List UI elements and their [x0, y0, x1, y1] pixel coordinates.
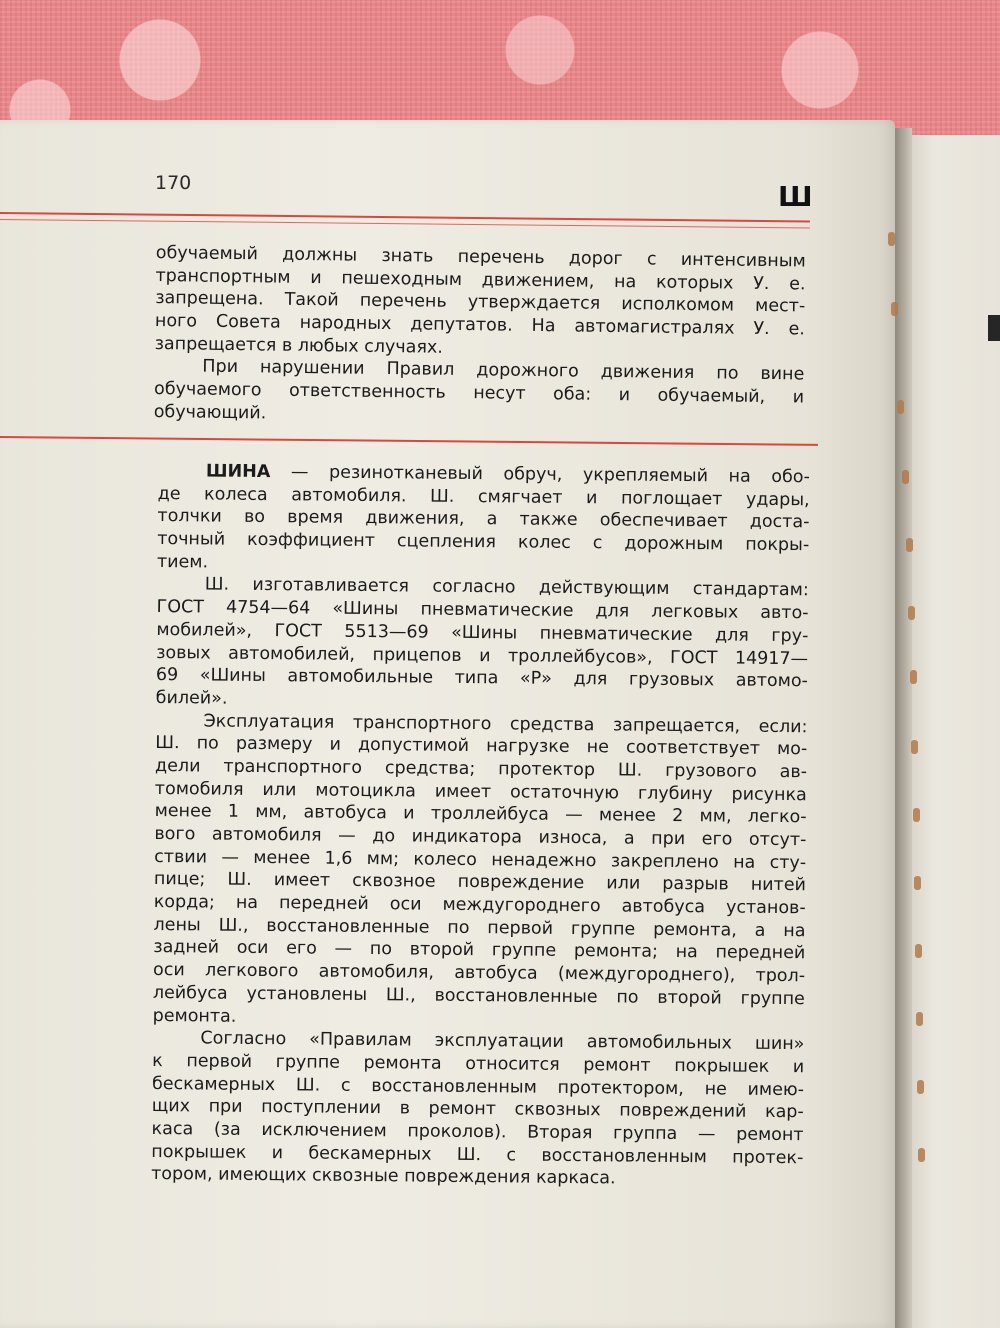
text-line: точный коэффициент сцепления колес с дорожным покры-: [157, 529, 810, 556]
text-line: каса (за исключением проколов). Вторая группа — ремонт: [151, 1118, 804, 1146]
page-number: 170: [155, 172, 192, 194]
binding-stitch: [913, 808, 920, 822]
text-line: лены Ш., восстановленные по первой группе ремонта, а на: [153, 914, 806, 941]
text-line: корда; на передней оси междугороднего автобуса установ-: [153, 892, 806, 919]
text-line: тором, имеющих сквозные повреждения каркаса.: [151, 1164, 616, 1189]
binding-stitch: [902, 470, 909, 484]
text-line: зовых автомобилей, прицепов и троллейбусов», ГОСТ 14917—: [156, 642, 809, 669]
text-line: оси легкового автомобиля, автобуса (междугороднего), трол-: [153, 960, 806, 987]
text-line: запрещена. Такой перечень утверждается исполкомом мест-: [155, 288, 806, 317]
intro-paragraphs: [154, 242, 806, 432]
text-line: щих при поступлении в ремонт сквозных повреждений кар-: [151, 1096, 804, 1123]
binding-stitch: [908, 606, 915, 620]
text-line: При нарушении Правил дорожного движения по вине: [202, 357, 805, 385]
text-line: ремонта.: [152, 1005, 237, 1027]
text-line: лейбуса установлены Ш., восстановленные по второй группе: [152, 982, 805, 1010]
text-line: к первой группе ремонта относится ремонт покрышек и: [152, 1050, 805, 1078]
binding-stitch: [888, 232, 895, 246]
text-line: бескамерных Ш. с восстановленным протектором, не имею-: [151, 1073, 805, 1100]
text-line: ствии — менее 1,6 мм; колесо ненадежно закреплено на сту-: [154, 846, 807, 873]
text-line: Эксплуатация транспортного средства запрещается, если:: [203, 711, 808, 737]
text-line: обучаемого ответственность несут оба: и обучаемый, и: [153, 379, 805, 408]
text-line: тием.: [156, 551, 209, 573]
text-line: пице; Ш. имеет сквозное повреждение или разрыв нитей: [153, 869, 807, 896]
text-line: задней оси его — по второй группе ремонта; на передней: [153, 937, 806, 964]
text-line: покрышек и бескамерных Ш. с восстановленным протек-: [151, 1141, 804, 1168]
text-line: томобиля или мотоцикла имеет остаточную глубину рисунка: [154, 778, 807, 805]
binding-stitch: [917, 1080, 924, 1094]
text-line: менее 1 мм, автобуса и троллейбуса — менее 2 мм, легко-: [154, 801, 807, 828]
binding-stitch: [916, 1012, 923, 1026]
section-letter: Ш: [778, 180, 813, 213]
binding-stitch: [914, 876, 921, 890]
binding-stitch: [910, 670, 917, 684]
text-line: дели транспортного средства; протектор Ш. грузового ав-: [154, 755, 808, 783]
binding-stitch: [891, 302, 898, 316]
binding-stitch: [906, 538, 913, 552]
entry-term: ШИНА: [205, 461, 271, 483]
text-line: толчки во время движения, а также обеспечивает доста-: [157, 506, 810, 533]
entry-shina: [151, 460, 810, 1192]
text-line: обучающий.: [153, 401, 267, 424]
text-line: 69 «Шины автомобильные типа «Р» для грузовых автомо-: [155, 665, 809, 692]
facing-page-text-fragment: [988, 315, 1000, 341]
text-line: мобилей», ГОСТ 5513—69 «Шины пневматические для гру-: [156, 619, 809, 647]
text-line: билей».: [155, 687, 228, 709]
text-line: де колеса автомобиля. Ш. смягчает и поглощает удары,: [157, 483, 810, 510]
text-line: Согласно «Правилам эксплуатации автомобильных шин»: [200, 1028, 805, 1055]
text-line: обучаемый должны знать перечень дорог с интенсивным: [155, 242, 806, 272]
text-line: ного Совета народных депутатов. На автомагистралях У. е.: [154, 311, 806, 340]
binding-stitch: [911, 740, 918, 754]
binding-stitch: [897, 400, 904, 414]
text-line: транспортным и пешеходным движением, на которых У. е.: [155, 265, 806, 295]
text-line: ГОСТ 4754—64 «Шины пневматические для легковых авто-: [156, 597, 809, 624]
binding-stitch: [918, 1148, 925, 1162]
text-line: вого автомобиля — до индикатора износа, а при его отсут-: [154, 823, 807, 851]
entry-first-line-text: — резинотканевый обруч, укрепляемый на обо-: [270, 462, 810, 488]
binding-stitch: [915, 944, 922, 958]
text-line: Ш. изготавливается согласно действующим стандартам:: [204, 574, 809, 601]
text-line: запрещается в любых случаях.: [154, 333, 444, 358]
text-line: Ш. по размеру и допустимой нагрузке не соответствует мо-: [155, 733, 808, 760]
